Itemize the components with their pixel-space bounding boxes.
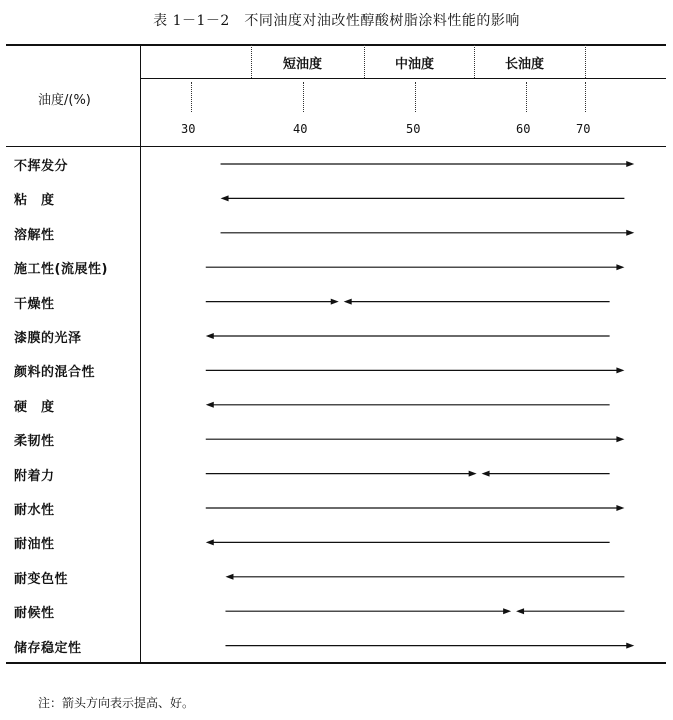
range-label-short: 短油度 — [283, 57, 323, 72]
axis-label: 油度/(%) — [38, 93, 91, 108]
range-label-medium: 中油度 — [395, 57, 435, 72]
footnote: 注：箭头方向表示提高、好。 — [38, 696, 195, 710]
property-label: 施工性(流展性) — [14, 262, 108, 278]
scale-value: 50 — [406, 122, 421, 136]
table-title: 表 1－1－2 不同油度对油改性醇酸树脂涂料性能的影响 — [153, 13, 520, 29]
property-label: 干燥性 — [14, 296, 55, 312]
scale-value: 30 — [181, 122, 196, 136]
property-label: 耐候性 — [14, 606, 55, 622]
scale-value: 40 — [293, 122, 308, 136]
arrow-head — [206, 333, 214, 339]
property-label: 不挥发分 — [14, 159, 69, 174]
arrow-head — [482, 471, 490, 477]
scale-value: 60 — [516, 122, 531, 136]
arrow-head — [626, 161, 634, 167]
property-label: 储存稳定性 — [14, 640, 82, 656]
property-label: 耐变色性 — [14, 571, 69, 587]
property-label: 附着力 — [14, 468, 55, 484]
arrow-head — [626, 643, 634, 649]
arrow-head — [516, 608, 524, 614]
property-label: 漆膜的光泽 — [14, 331, 82, 346]
arrow-head — [225, 574, 233, 580]
property-label: 柔韧性 — [14, 434, 55, 450]
property-label: 耐水性 — [14, 503, 55, 518]
arrow-head — [616, 264, 624, 270]
property-label: 颜料的混合性 — [14, 365, 96, 381]
arrow-head — [616, 436, 624, 442]
arrow-head — [503, 608, 511, 614]
arrow-head — [221, 195, 229, 201]
arrow-head — [616, 505, 624, 511]
property-label: 耐油性 — [14, 537, 55, 553]
arrow-head — [344, 299, 352, 305]
arrow-head — [469, 471, 477, 477]
property-label: 粘 度 — [14, 193, 55, 209]
arrow-head — [626, 230, 634, 236]
arrow-head — [206, 539, 214, 545]
property-label: 溶解性 — [14, 227, 55, 243]
arrow-head — [206, 402, 214, 408]
scale-value: 70 — [576, 122, 591, 136]
range-label-long: 长油度 — [505, 57, 545, 72]
property-label: 硬 度 — [14, 399, 55, 415]
arrow-head — [331, 299, 339, 305]
arrow-head — [616, 367, 624, 373]
